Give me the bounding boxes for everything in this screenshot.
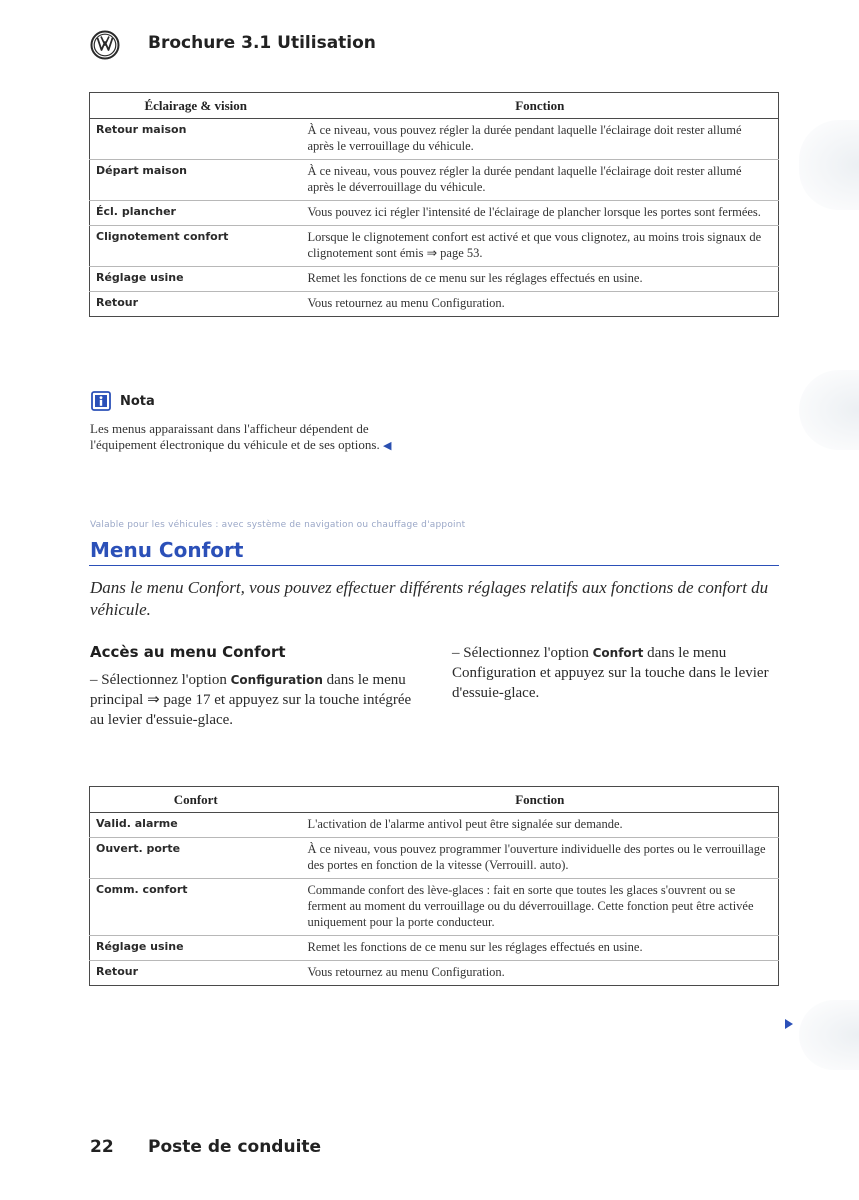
scan-shadow (799, 370, 859, 450)
menu-item-name: Valid. alarme (96, 817, 178, 830)
page-number: 22 (90, 1137, 114, 1157)
note-body: Les menus apparaissant dans l'afficheur dépendent de l'équipement électronique du véhicule et de ses options. (90, 421, 380, 452)
table-row (90, 879, 779, 936)
menu-item-description: À ce niveau, vous pouvez régler la durée pendant laquelle l'éclairage doit rester allumé après le déverrouillage du véhicule. (302, 160, 779, 201)
table-header-cell: Fonction (302, 787, 779, 813)
section-divider (89, 565, 779, 566)
menu-item-description: L'activation de l'alarme antivol peut être signalée sur demande. (307, 817, 623, 831)
table-row (90, 813, 779, 838)
table-row (90, 226, 779, 267)
menu-item-name: Départ maison (90, 160, 302, 201)
menu-item-name: Écl. plancher (90, 201, 302, 226)
subsection-heading: Accès au menu Confort (90, 643, 286, 661)
instruction-step (452, 643, 777, 703)
table-row (90, 119, 779, 160)
step-text: dans le menu Configuration et appuyez sur la touche dans le levier d'essuie-glace. (452, 645, 769, 701)
footer-chapter-title: Poste de conduite (148, 1137, 322, 1157)
applicability-note: Valable pour les véhicules : avec système de navigation ou chauffage d'appoint (90, 520, 466, 530)
scan-shadow (799, 120, 859, 210)
table-row (90, 267, 779, 292)
vw-logo-icon (90, 30, 120, 60)
continue-arrow-icon (784, 1018, 794, 1030)
menu-item-name: Retour (90, 292, 302, 317)
table-header-cell: Confort (90, 787, 302, 813)
note-text (90, 421, 430, 454)
menu-item-description: Commande confort des lève-glaces : fait en sorte que toutes les glaces s'ouvrent ou se ferment au moment du verrouillage ou du déverrouillage. Cette fonction peut être activée uniquement pour la porte conducteur. (302, 879, 779, 936)
menu-item-name: Retour (90, 961, 302, 986)
table-row (90, 292, 779, 317)
menu-item-name: Réglage usine (90, 267, 302, 292)
menu-item-description: Remet les fonctions de ce menu sur les réglages effectués en usine. (302, 267, 779, 292)
menu-item-name: Retour maison (96, 123, 187, 136)
menu-option-keyword: Confort (592, 646, 644, 660)
step-text: – Sélectionnez l'option (452, 645, 593, 661)
menu-item-description: À ce niveau, vous pouvez programmer l'ouverture individuelle des portes ou le verrouillage des portes en fonction de la vitesse (Verrouill. auto). (302, 838, 779, 879)
menu-item-description: Lorsque le clignotement confort est activé et que vous clignotez, au moins trois signaux de clignotement sont émis ⇒ page 53. (302, 226, 779, 267)
menu-item-description: Vous retournez au menu Configuration. (302, 292, 779, 317)
table-row (90, 838, 779, 879)
menu-item-name: Ouvert. porte (90, 838, 302, 879)
table-row (90, 961, 779, 986)
menu-item-description: À ce niveau, vous pouvez régler la durée pendant laquelle l'éclairage doit rester allumé après le verrouillage du véhicule. (307, 123, 742, 153)
note-title: Nota (120, 394, 155, 409)
menu-item-description: Vous retournez au menu Configuration. (302, 961, 779, 986)
menu-item-name: Réglage usine (90, 936, 302, 961)
table-row (90, 936, 779, 961)
step-text: – Sélectionnez l'option (90, 672, 231, 688)
menu-item-description: Vous pouvez ici régler l'intensité de l'éclairage de plancher lorsque les portes sont fermées. (302, 201, 779, 226)
table-row (90, 160, 779, 201)
instruction-step (90, 670, 420, 730)
end-of-section-icon: ◀ (382, 440, 392, 452)
section-title: Menu Confort (90, 538, 244, 562)
table-header-cell: Fonction (302, 93, 779, 119)
menu-item-description: Remet les fonctions de ce menu sur les réglages effectués en usine. (302, 936, 779, 961)
page-header-title: Brochure 3.1 Utilisation (148, 33, 376, 53)
table-header-cell: Éclairage & vision (90, 93, 302, 119)
table-row (90, 201, 779, 226)
scan-shadow (799, 1000, 859, 1070)
menu-item-name: Comm. confort (90, 879, 302, 936)
menu-item-name: Clignotement confort (90, 226, 302, 267)
menu-option-keyword: Configuration (230, 673, 323, 687)
info-icon (91, 391, 111, 411)
step-text: dans le menu principal ⇒ page 17 et appuyez sur la touche intégrée au levier d'essuie-glace. (90, 672, 412, 728)
section-intro: Dans le menu Confort, vous pouvez effectuer différents réglages relatifs aux fonctions de confort du véhicule. (90, 578, 769, 619)
lighting-vision-table (89, 92, 779, 317)
comfort-table (89, 786, 779, 986)
